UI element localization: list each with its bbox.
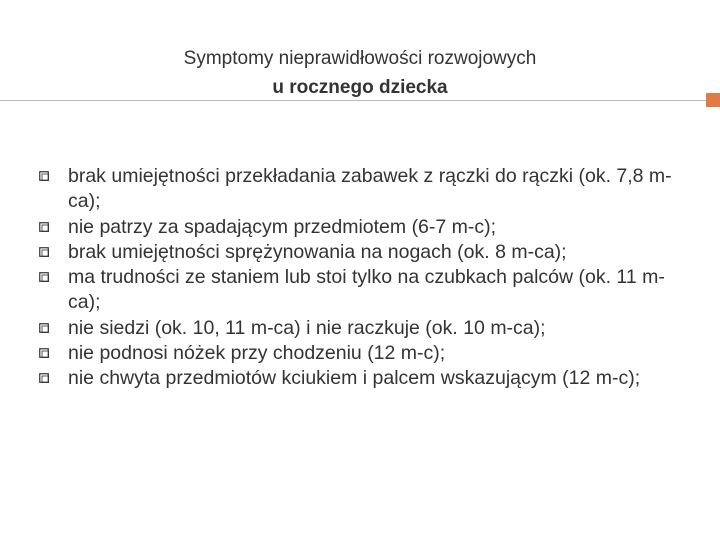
list-item-text: brak umiejętności przekładania zabawek z rączki do rączki (ok. 7,8 m-ca); <box>68 165 672 213</box>
square-outline-icon <box>39 348 49 358</box>
list-item <box>0 316 684 341</box>
slide-title <box>0 44 720 102</box>
title-accent-square <box>706 93 720 107</box>
list-item <box>0 366 684 391</box>
symptom-list <box>0 164 720 392</box>
list-item-text: nie patrzy za spadającym przedmiotem (6-7 m-c); <box>68 215 497 238</box>
list-item <box>0 265 684 316</box>
list-item <box>0 341 684 366</box>
square-outline-icon <box>39 323 49 333</box>
slide-title-line-2: u rocznego dziecka <box>272 77 448 98</box>
square-outline-icon <box>39 272 49 282</box>
list-item <box>0 215 684 240</box>
slide-title-line-1: Symptomy nieprawidłowości rozwojowych <box>183 48 537 69</box>
list-item-text: ma trudności ze staniem lub stoi tylko na czubkach palców (ok. 11 m-ca); <box>68 266 665 314</box>
square-outline-icon <box>39 222 49 232</box>
list-item <box>0 240 684 265</box>
list-item-text: nie podnosi nóżek przy chodzeniu (12 m-c); <box>68 342 446 365</box>
list-item <box>0 164 684 215</box>
list-item-text: nie siedzi (ok. 10, 11 m-ca) i nie raczkuje (ok. 10 m-ca); <box>68 316 546 339</box>
square-outline-icon <box>39 171 49 181</box>
list-item-text: brak umiejętności sprężynowania na nogach (ok. 8 m-ca); <box>68 240 567 263</box>
square-outline-icon <box>39 247 49 257</box>
list-item-text: nie chwyta przedmiotów kciukiem i palcem wskazującym (12 m-c); <box>68 367 641 390</box>
square-outline-icon <box>39 373 49 383</box>
title-divider <box>0 100 706 101</box>
